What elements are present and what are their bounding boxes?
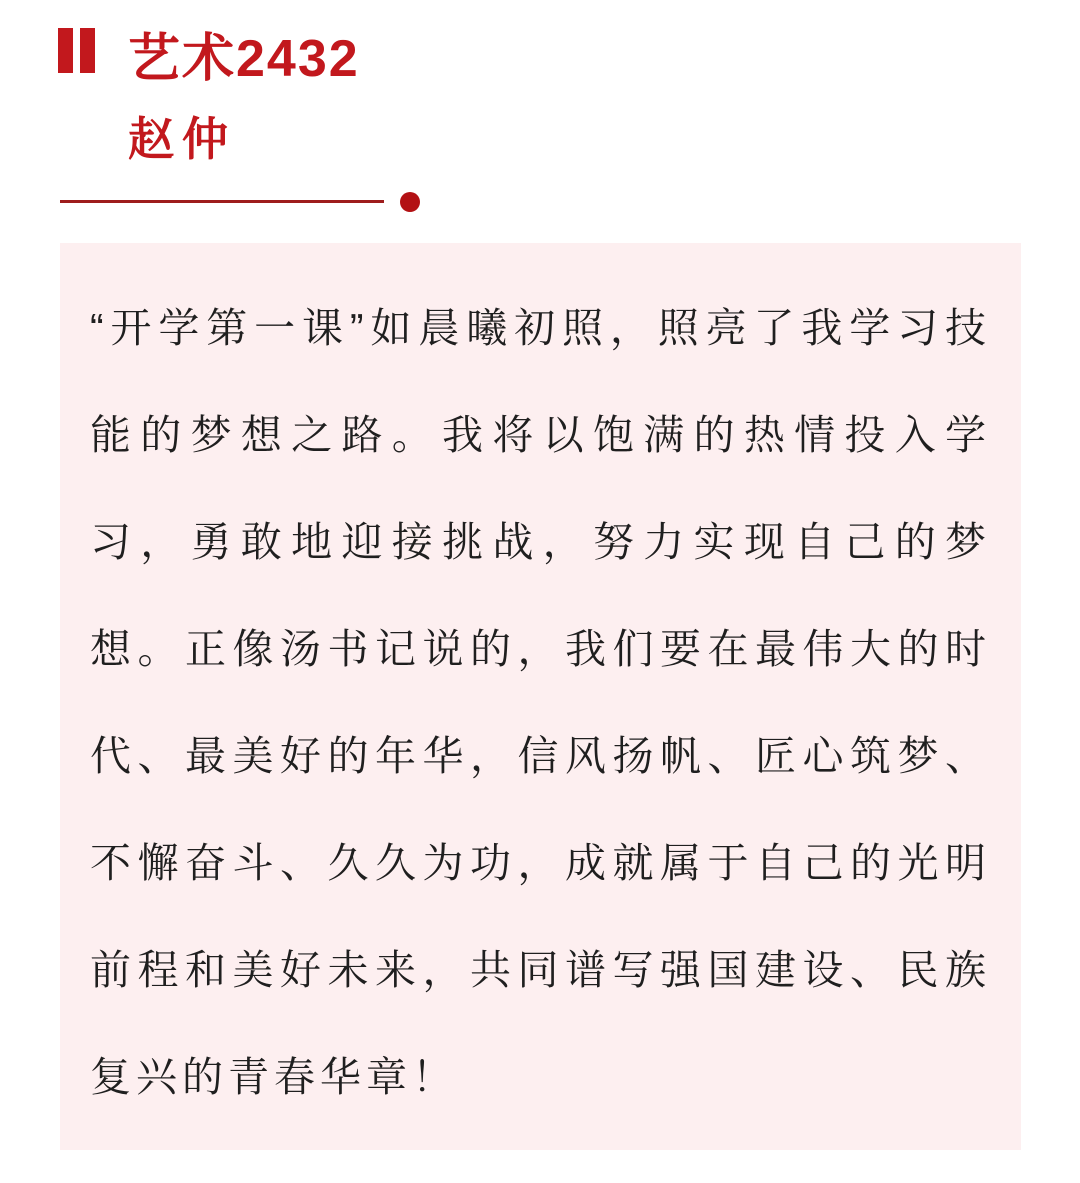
body-text-panel — [60, 243, 1021, 1150]
body-line: 习，勇敢地迎接挑战，努力实现自己的梦 — [90, 519, 991, 565]
body-line: 前程和美好未来，共同谱写强国建设、民族 — [90, 947, 991, 993]
class-title: 艺术2432 — [128, 30, 360, 88]
pause-bar-right — [80, 28, 95, 73]
divider-dot — [400, 192, 420, 212]
body-line: “开学第一课”如晨曦初照，照亮了我学习技 — [90, 305, 991, 351]
divider-line — [60, 200, 384, 203]
body-line: 想。正像汤书记说的，我们要在最伟大的时 — [90, 626, 991, 672]
body-line: 复兴的青春华章！ — [90, 1054, 458, 1100]
student-name: 赵仲 — [128, 113, 236, 165]
pause-bar-left — [58, 28, 73, 73]
body-line: 能的梦想之路。我将以饱满的热情投入学 — [90, 412, 991, 458]
pause-bars-icon — [58, 28, 95, 73]
body-line: 不懈奋斗、久久为功，成就属于自己的光明 — [90, 840, 991, 886]
body-line: 代、最美好的年华，信风扬帆、匠心筑梦、 — [90, 733, 991, 779]
